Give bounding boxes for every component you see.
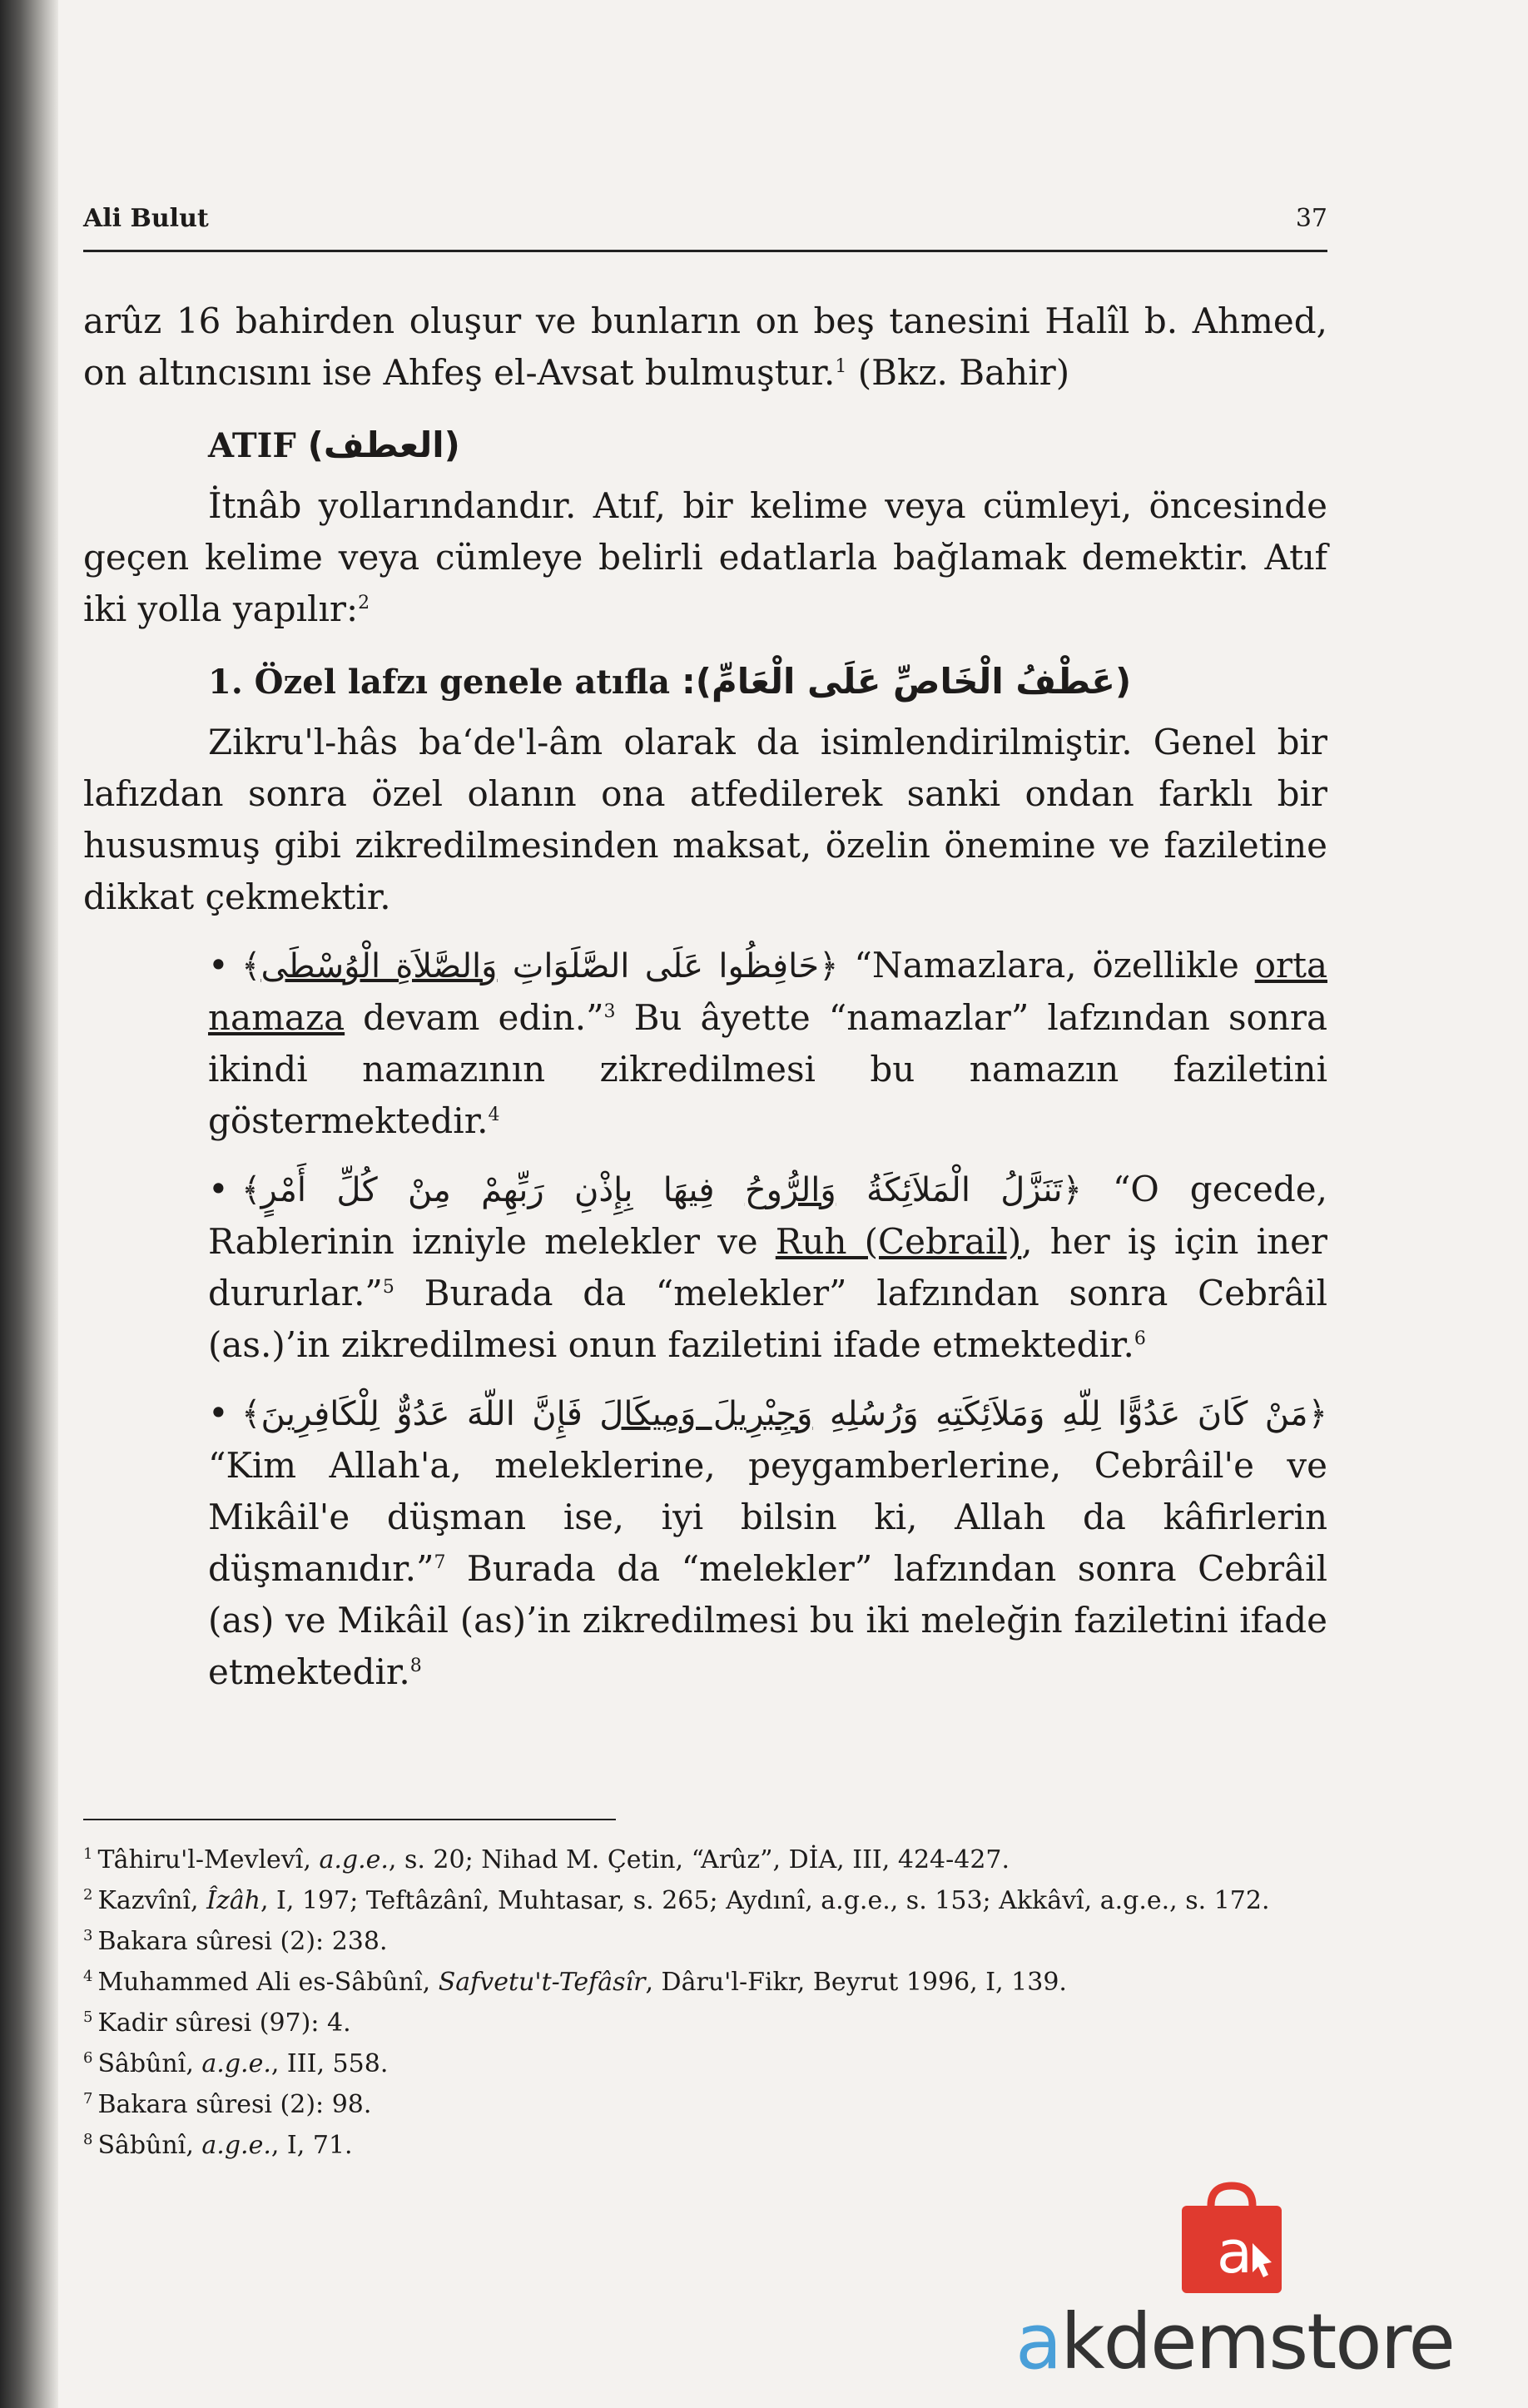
brand-name: akdemstore [1015, 2297, 1454, 2386]
verse-item-1: • ﴿حَافِظُوا عَلَى الصَّلَوَاتِ وَالصَّلاَةِ الْوُسْطَى﴾ “Namazlara, özellikle orta namaza devam edin.”$^3$ Bu âyette “namazlar” lafzından sonra ikindi namazının zikredilmesi bu namazın faziletini göstermektedir.$^4$ [83, 940, 1327, 1147]
paragraph-2: İtnâb yollarındandır. Atıf, bir kelime veya cümleyi, öncesinde geçen kelime veya cümleye belirli edatlarla bağlamak demektir. Atıf iki yolla yapılır:$^2$ [83, 485, 1327, 629]
footnote-2: $^2$ Kazvînî, Îzâh, I, 197; Teftâzânî, Muhtasar, s. 265; Aydınî, a.g.e., s. 153; Akkâvî, a.g.e., s. 172. [83, 1886, 1270, 1915]
page-header [83, 204, 1327, 237]
footnote-7: $^7$ Bakara sûresi (2): 98. [83, 2090, 372, 2119]
footnote-3: $^3$ Bakara sûresi (2): 238. [83, 1927, 388, 1956]
paragraph-1: arûz 16 bahirden oluşur ve bunların on beş tanesini Halîl b. Ahmed, on altıncısını ise Ahfeş el-Avsat bulmuştur.$^1$ (Bkz. Bahir) [83, 300, 1327, 393]
verse-item-2: • ﴿تَنَزَّلُ الْمَلاَئِكَةُ وَالرُّوحُ فِيهَا بِإِذْنِ رَبِّهِمْ مِنْ كُلِّ أَمْرٍ﴾ “O gecede, Rablerinin izniyle melekler ve Ruh (Cebrail), her iş için iner dururlar.”$^5$ Burada da “melekler” lafzından sonra Cebrâil (as.)’in zikredilmesi onun faziletini ifade etmektedir.$^6$ [83, 1164, 1327, 1371]
footnote-1: $^1$ Tâhiru'l-Mevlevî, a.g.e., s. 20; Nihad M. Çetin, “Arûz”, DİA, III, 424-427. [83, 1845, 1010, 1874]
book-spine-shadow [0, 0, 58, 2408]
store-bag-letter: a [1217, 2218, 1253, 2286]
heading-ozel-lafiz: 1. Özel lafzı genele atıfla (عَطْفُ الْخَاصِّ عَلَى الْعَامِّ): [208, 661, 1132, 702]
store-bag-icon [1173, 2181, 1290, 2297]
paragraph-3: Zikru'l-hâs ba‘de'l-âm olarak da isimlendirilmiştir. Genel bir lafızdan sonra özel olanın ona atfedilerek sanki ondan farklı bir hususmuş gibi zikredilmesinden maksat, özelin önemine ve faziletine dikkat çekmektir. [83, 722, 1327, 917]
bullet-icon: • [208, 1393, 229, 1433]
footnote-5: $^5$ Kadir sûresi (97): 4. [83, 2008, 351, 2038]
bullet-icon: • [208, 1169, 229, 1209]
footnote-rule [83, 1819, 616, 1820]
verse-item-3: • ﴿مَنْ كَانَ عَدُوًّا لِلّهِ وَمَلاَئِكَتِهِ وَرُسُلِهِ وَجِبْرِيلَ وَمِيكَالَ فَإِنَّ اللّهَ عَدُوٌّ لِلْكَافِرِينَ﴾ “Kim Allah'a, meleklerine, peygamberlerine, Cebrâil'e ve Mikâil'e düşman ise, iyi bilsin ki, Allah da kâfirlerin düşmanıdır.”$^7$ Burada da “melekler” lafzından sonra Cebrâil (as) ve Mikâil (as)’in zikredilmesi bu iki meleğin faziletini ifade etmektedir.$^8$ [83, 1388, 1327, 1698]
footnotes [83, 1840, 1327, 2166]
main-text [83, 295, 1327, 1698]
page-number: 37 [1295, 204, 1327, 233]
akdemstore-logo [1015, 2181, 1454, 2389]
header-rule [83, 250, 1327, 252]
bullet-icon: • [208, 945, 229, 986]
footnote-8: $^8$ Sâbûnî, a.g.e., I, 71. [83, 2131, 353, 2160]
footnote-4: $^4$ Muhammed Ali es-Sâbûnî, Safvetu't-Tefâsîr, Dâru'l-Fikr, Beyrut 1996, I, 139. [83, 1968, 1067, 1997]
book-page [83, 0, 1332, 2408]
heading-atif: ATIF (العطف) [208, 425, 460, 465]
running-head: Ali Bulut [83, 204, 209, 233]
footnote-6: $^6$ Sâbûnî, a.g.e., III, 558. [83, 2049, 389, 2078]
